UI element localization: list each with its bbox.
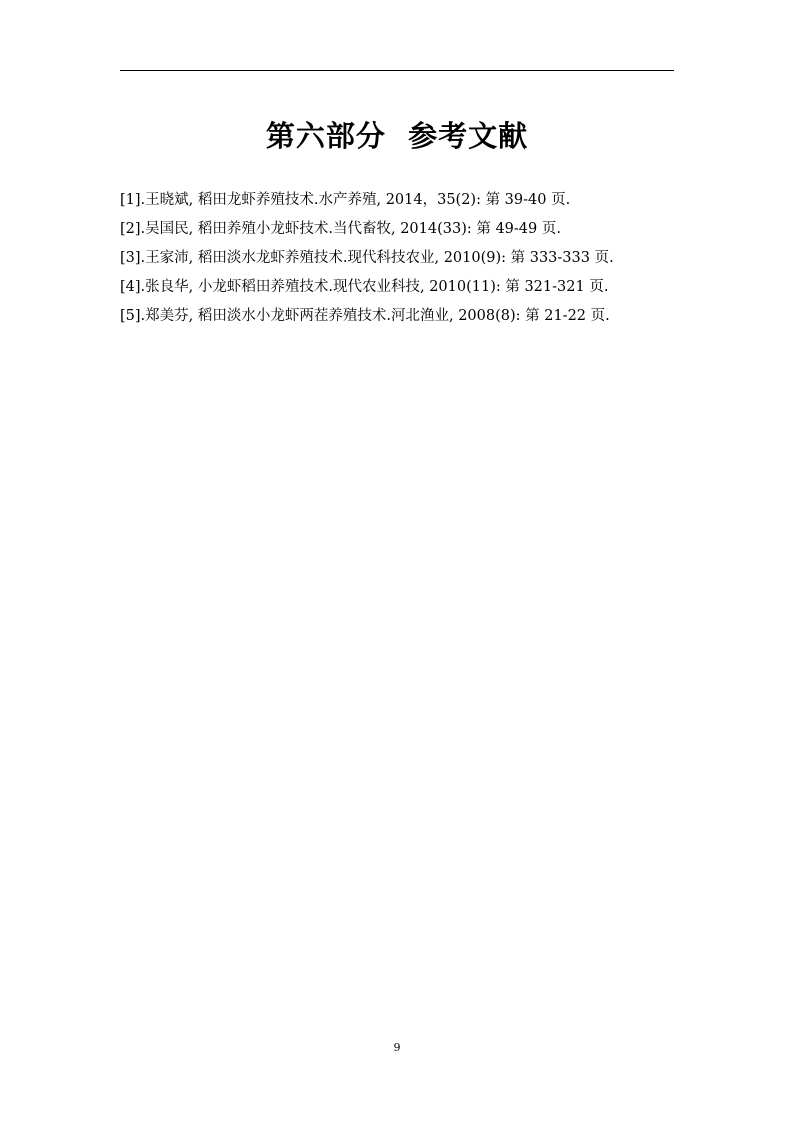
page-title: 第六部分 参考文献 (265, 119, 529, 154)
reference-item-4: [4].张良华, 小龙虾稻田养殖技术.现代农业科技, 2010(11): 第 321-321 页. (120, 279, 609, 295)
page-number: 9 (393, 1041, 401, 1054)
reference-item-2: [2].吴国民, 稻田养殖小龙虾技术.当代畜牧, 2014(33): 第 49-49 页. (120, 221, 561, 237)
reference-item-1: [1].王晓斌, 稻田龙虾养殖技术.水产养殖, 2014，35(2): 第 39-40 页. (120, 192, 571, 208)
reference-item-3: [3].王家沛, 稻田淡水龙虾养殖技术.现代科技农业, 2010(9): 第 333-333 页. (120, 250, 614, 266)
reference-item-5: [5].郑美芬, 稻田淡水小龙虾两茬养殖技术.河北渔业, 2008(8): 第 21-22 页. (120, 308, 610, 324)
reference-list (120, 186, 680, 331)
header-rule (120, 70, 674, 71)
